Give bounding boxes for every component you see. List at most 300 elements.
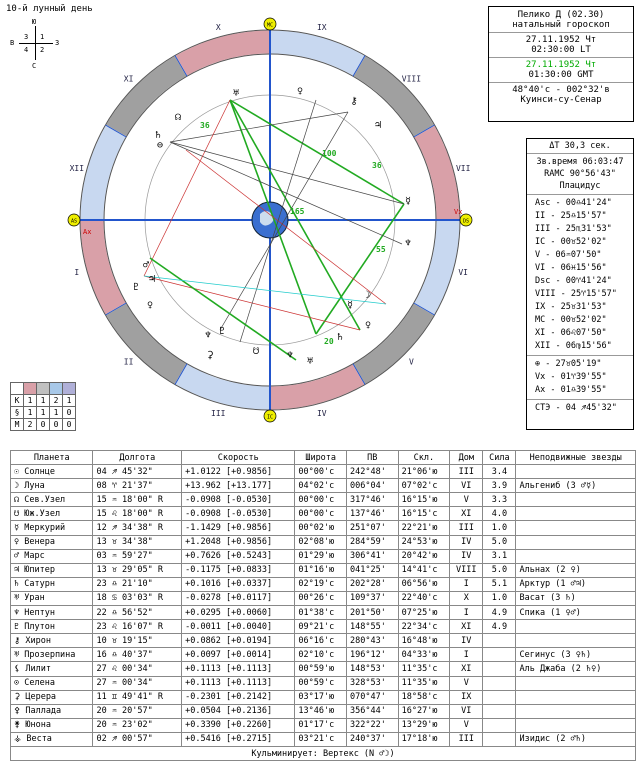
table-cell: XI bbox=[450, 662, 483, 676]
table-cell: 148°55' bbox=[347, 620, 399, 634]
legend-value: 0 bbox=[63, 419, 76, 431]
house-number: III bbox=[211, 409, 226, 419]
table-cell: -0.0908 [-0.0530] bbox=[182, 493, 295, 507]
table-cell: 006°04' bbox=[347, 479, 399, 493]
table-cell: XI bbox=[450, 507, 483, 521]
table-cell bbox=[516, 535, 636, 549]
table-cell: VI bbox=[450, 479, 483, 493]
table-cell bbox=[483, 648, 516, 662]
table-cell: 5.0 bbox=[483, 535, 516, 549]
table-cell: 11°35'ю bbox=[398, 676, 450, 690]
table-cell: 23 ♌ 16'07" R bbox=[93, 620, 182, 634]
moon-day-label: 10-й лунный день bbox=[6, 4, 93, 14]
cusp-row: Dsc - 00♈41'24" bbox=[535, 276, 612, 286]
table-cell: ♃ Юпитер bbox=[11, 563, 93, 577]
table-cell: 11 ♊ 49'41" R bbox=[93, 690, 182, 704]
table-cell: 15 ♒ 18'00" R bbox=[93, 493, 182, 507]
table-cell: 06°16'с bbox=[295, 634, 347, 648]
sidereal-time: Зв.время 06:03:47 bbox=[536, 157, 624, 167]
table-cell: -1.1429 [+0.9856] bbox=[182, 521, 295, 535]
table-cell: 13°46'ю bbox=[295, 704, 347, 718]
legend-value: 0 bbox=[63, 407, 76, 419]
table-cell: 03°21'с bbox=[295, 732, 347, 746]
table-cell: ☿ Меркурий bbox=[11, 521, 93, 535]
planet-glyph: ♃ bbox=[374, 120, 382, 131]
table-cell: 1.0 bbox=[483, 591, 516, 605]
compass-s: С bbox=[32, 62, 37, 70]
table-cell: 3.9 bbox=[483, 479, 516, 493]
table-cell: ⚴ Паллада bbox=[11, 704, 93, 718]
legend-value: 2 bbox=[50, 395, 63, 407]
planet-glyph: ♂ bbox=[142, 260, 150, 271]
table-cell: +0.0504 [+0.2136] bbox=[182, 704, 295, 718]
table-cell: 13 ♉ 34'38" bbox=[93, 535, 182, 549]
table-cell: Аль Джаба (2 ♄♀) bbox=[516, 662, 636, 676]
table-cell: 02°08'ю bbox=[295, 535, 347, 549]
table-cell: 01°29'ю bbox=[295, 549, 347, 563]
table-cell: 27 ♒ 00'34" bbox=[93, 676, 182, 690]
table-row bbox=[11, 493, 636, 507]
table-cell: +0.5416 [+0.2715] bbox=[182, 732, 295, 746]
table-cell: 00°59'ю bbox=[295, 662, 347, 676]
house-number: II bbox=[123, 357, 134, 367]
table-cell: 03 ♒ 59'27" bbox=[93, 549, 182, 563]
table-row bbox=[11, 662, 636, 676]
table-cell: 00°00'с bbox=[295, 493, 347, 507]
table-row bbox=[11, 690, 636, 704]
table-cell: ☽ Луна bbox=[11, 479, 93, 493]
table-cell: 4.0 bbox=[483, 507, 516, 521]
table-cell: +1.0122 [+0.9856] bbox=[182, 465, 295, 479]
planet-glyph: ☋ bbox=[252, 346, 260, 357]
legend-value: 0 bbox=[37, 419, 50, 431]
cusp-row: Asc - 00♎41'24" bbox=[535, 198, 612, 208]
table-cell: X bbox=[450, 591, 483, 605]
table-cell: 22 ♎ 56'52" bbox=[93, 606, 182, 620]
planet-glyph: ⚳ bbox=[206, 350, 214, 361]
table-cell: V bbox=[450, 718, 483, 732]
table-cell: 5.1 bbox=[483, 577, 516, 591]
planet-glyph: ☊ bbox=[174, 112, 182, 123]
table-cell: 23 ♎ 21'10" bbox=[93, 577, 182, 591]
table-cell: +13.962 [+13.177] bbox=[182, 479, 295, 493]
table-cell: +0.1016 [+0.0337] bbox=[182, 577, 295, 591]
table-cell: 070°47' bbox=[347, 690, 399, 704]
table-header: Долгота bbox=[93, 451, 182, 465]
table-cell: 16°48'ю bbox=[398, 634, 450, 648]
table-cell: 01°16'ю bbox=[295, 563, 347, 577]
table-cell: 4.9 bbox=[483, 620, 516, 634]
table-cell bbox=[516, 690, 636, 704]
table-cell: 17°18'ю bbox=[398, 732, 450, 746]
table-cell: 22°21'ю bbox=[398, 521, 450, 535]
table-cell: 09°21'с bbox=[295, 620, 347, 634]
table-cell: 00°02'ю bbox=[295, 521, 347, 535]
chart-type: натальный гороскоп bbox=[512, 20, 610, 30]
table-cell: ♆ Нептун bbox=[11, 606, 93, 620]
axis-badge-label: AS bbox=[70, 218, 78, 225]
table-cell: -0.1175 [+0.0833] bbox=[182, 563, 295, 577]
local-date: 27.11.1952 Чт bbox=[525, 35, 597, 45]
compass-q2: 2 bbox=[40, 46, 45, 54]
table-cell bbox=[516, 465, 636, 479]
table-header: Широта bbox=[295, 451, 347, 465]
table-cell: 04°33'ю bbox=[398, 648, 450, 662]
table-header: Скорость bbox=[182, 451, 295, 465]
cusp-row: VIII - 25♈15'57" bbox=[535, 289, 617, 299]
table-cell: ♇ Плутон bbox=[11, 620, 93, 634]
table-row bbox=[11, 732, 636, 746]
legend-color-cell bbox=[24, 383, 37, 395]
table-row bbox=[11, 606, 636, 620]
legend-value: 1 bbox=[24, 407, 37, 419]
table-cell: 20 ♒ 23'02" bbox=[93, 718, 182, 732]
gmt-time: 01:30:00 GMT bbox=[528, 70, 594, 80]
table-cell: Спика (1 ♀♂) bbox=[516, 606, 636, 620]
table-cell bbox=[483, 690, 516, 704]
table-cell: ♅ Уран bbox=[11, 591, 93, 605]
table-cell: 07°02'с bbox=[398, 479, 450, 493]
table-cell: +1.2048 [+0.9856] bbox=[182, 535, 295, 549]
planet-glyph: ♆ bbox=[404, 238, 412, 249]
planet-glyph: ♇ bbox=[218, 326, 226, 337]
table-cell: 10 ♉ 19'15" bbox=[93, 634, 182, 648]
planet-glyph: ♀ bbox=[146, 300, 154, 311]
table-cell: 01°38'с bbox=[295, 606, 347, 620]
table-cell: +0.7626 [+0.5243] bbox=[182, 549, 295, 563]
table-cell: +0.1113 [+0.1113] bbox=[182, 676, 295, 690]
delta-t: ΔT 30,3 сек. bbox=[527, 139, 633, 154]
table-row bbox=[11, 465, 636, 479]
table-cell: 07°25'ю bbox=[398, 606, 450, 620]
table-cell: 3.4 bbox=[483, 465, 516, 479]
planet-glyph: ♆ bbox=[286, 350, 294, 361]
table-cell: I bbox=[450, 577, 483, 591]
table-row bbox=[11, 535, 636, 549]
table-row bbox=[11, 620, 636, 634]
legend-value: 1 bbox=[37, 407, 50, 419]
table-cell: III bbox=[450, 732, 483, 746]
table-cell: 240°37' bbox=[347, 732, 399, 746]
table-cell: 041°25' bbox=[347, 563, 399, 577]
table-cell bbox=[483, 634, 516, 648]
table-cell: 13 ♉ 29'05" R bbox=[93, 563, 182, 577]
house-number: V bbox=[409, 357, 414, 367]
table-cell: 06°56'ю bbox=[398, 577, 450, 591]
table-cell: ♂ Марс bbox=[11, 549, 93, 563]
table-cell: 322°22' bbox=[347, 718, 399, 732]
table-cell: I bbox=[450, 606, 483, 620]
header-info-box bbox=[488, 6, 634, 122]
table-cell: 109°37' bbox=[347, 591, 399, 605]
cusps-box bbox=[526, 138, 634, 430]
table-cell: 16°15'с bbox=[398, 507, 450, 521]
table-cell: 148°53' bbox=[347, 662, 399, 676]
planet-glyph: ♄ bbox=[336, 332, 344, 343]
table-row bbox=[11, 648, 636, 662]
person-name: Пелико Д (02.30) bbox=[517, 10, 605, 20]
table-cell: +0.0097 [+0.0014] bbox=[182, 648, 295, 662]
table-cell: ☉ Солнце bbox=[11, 465, 93, 479]
table-cell: 02°10'с bbox=[295, 648, 347, 662]
table-cell: ♀ Венера bbox=[11, 535, 93, 549]
table-cell bbox=[516, 634, 636, 648]
aspect-number: 55 bbox=[376, 245, 386, 254]
table-cell: 13°29'ю bbox=[398, 718, 450, 732]
compass-q4: 4 bbox=[24, 46, 29, 54]
cusp-row: MC - 00♉52'02" bbox=[535, 315, 607, 325]
house-number: IV bbox=[316, 409, 327, 419]
aspect-number: 100 bbox=[322, 149, 337, 158]
aspect-number: 165 bbox=[290, 207, 305, 216]
table-header: Скл. bbox=[398, 451, 450, 465]
cusp-list bbox=[527, 197, 633, 353]
cusp-row: VI - 06♓15'56" bbox=[535, 263, 607, 273]
legend-value: 0 bbox=[50, 419, 63, 431]
table-cell: ☋ Юж.Узел bbox=[11, 507, 93, 521]
table-cell: V bbox=[450, 676, 483, 690]
table-cell: VI bbox=[450, 704, 483, 718]
table-cell: 3.3 bbox=[483, 493, 516, 507]
compass-w: В bbox=[10, 39, 15, 47]
table-cell: 12 ♐ 34'38" R bbox=[93, 521, 182, 535]
cusp-row: IX - 25♉31'53" bbox=[535, 302, 607, 312]
table-cell: 317°46' bbox=[347, 493, 399, 507]
table-cell: Альнах (2 ♀) bbox=[516, 563, 636, 577]
planet-glyph: ♀ bbox=[296, 86, 304, 97]
table-cell: 24°53'ю bbox=[398, 535, 450, 549]
element-legend bbox=[10, 382, 76, 431]
extra-point-row: Ax - 01♎39'55" bbox=[535, 385, 607, 395]
table-cell: XI bbox=[450, 620, 483, 634]
sta-point: СТЭ - 04 ♐45'32" bbox=[535, 403, 617, 413]
planet-glyph: ♅ bbox=[232, 88, 240, 99]
table-row bbox=[11, 563, 636, 577]
house-system: Плацидус bbox=[559, 181, 601, 191]
planet-glyph: ☿ bbox=[404, 196, 412, 207]
table-cell: +0.1113 [+0.1113] bbox=[182, 662, 295, 676]
table-cell: -0.0908 [-0.0530] bbox=[182, 507, 295, 521]
legend-value: 1 bbox=[37, 395, 50, 407]
planet-glyph: ☿ bbox=[346, 300, 354, 311]
table-cell: 16°27'ю bbox=[398, 704, 450, 718]
table-header: ПВ bbox=[347, 451, 399, 465]
cusp-row: III - 25♏31'53" bbox=[535, 224, 612, 234]
table-cell: 08 ♈ 21'37" bbox=[93, 479, 182, 493]
table-cell: 251°07' bbox=[347, 521, 399, 535]
table-cell: ⚸ Лилит bbox=[11, 662, 93, 676]
table-cell bbox=[516, 521, 636, 535]
legend-value: 1 bbox=[50, 407, 63, 419]
table-cell bbox=[516, 493, 636, 507]
house-number: I bbox=[74, 267, 80, 277]
table-cell: 03°17'ю bbox=[295, 690, 347, 704]
table-cell: +0.0862 [+0.0194] bbox=[182, 634, 295, 648]
table-cell: 242°48' bbox=[347, 465, 399, 479]
cusp-row: V - 06♒07'50" bbox=[535, 250, 602, 260]
house-number: IX bbox=[316, 22, 327, 32]
planet-glyph: ♄ bbox=[154, 130, 162, 141]
table-cell: 18 ♋ 03'03" R bbox=[93, 591, 182, 605]
table-cell: 00°59'с bbox=[295, 676, 347, 690]
house-number: XI bbox=[123, 74, 134, 84]
compass-q3: 3 bbox=[24, 33, 29, 41]
aspect-number: 20 bbox=[324, 337, 334, 346]
table-cell: ⚳ Церера bbox=[11, 690, 93, 704]
aspect-number: 36 bbox=[372, 161, 382, 170]
table-cell: 201°50' bbox=[347, 606, 399, 620]
table-cell: 02 ♐ 00'57" bbox=[93, 732, 182, 746]
planet-glyph: ⊖ bbox=[156, 140, 164, 151]
table-row bbox=[11, 577, 636, 591]
table-cell: Арктур (1 ♂♃) bbox=[516, 577, 636, 591]
table-cell bbox=[516, 507, 636, 521]
table-cell: 00°00'с bbox=[295, 465, 347, 479]
table-cell: Альгениб (3 ♂☿) bbox=[516, 479, 636, 493]
house-number: XII bbox=[69, 164, 85, 174]
table-cell: 280°43' bbox=[347, 634, 399, 648]
table-cell: III bbox=[450, 465, 483, 479]
house-number: VIII bbox=[401, 74, 422, 84]
table-cell: 18°58'с bbox=[398, 690, 450, 704]
extra-point-row: ⊕ - 27♉05'19" bbox=[535, 359, 602, 369]
table-cell: ☊ Сев.Узел bbox=[11, 493, 93, 507]
house-number: X bbox=[215, 22, 221, 32]
house-number: VII bbox=[455, 164, 471, 174]
cusp-row: IC - 00♉52'02" bbox=[535, 237, 607, 247]
table-cell: 27 ♌ 00'34" bbox=[93, 662, 182, 676]
table-cell: IV bbox=[450, 634, 483, 648]
legend-color-cell bbox=[37, 383, 50, 395]
place: Куинси-су-Сенар bbox=[520, 95, 602, 105]
compass-e: З bbox=[55, 39, 60, 47]
table-row bbox=[11, 521, 636, 535]
planet-glyph: ♇ bbox=[132, 282, 140, 293]
coordinates: 48°40'с - 002°32'в bbox=[512, 85, 610, 95]
table-cell: Сегинус (3 ♀♄) bbox=[516, 648, 636, 662]
table-cell: ⚶ Веста bbox=[11, 732, 93, 746]
table-row bbox=[11, 718, 636, 732]
cusp-row: XII - 06♍15'56" bbox=[535, 341, 612, 351]
table-header: Дом bbox=[450, 451, 483, 465]
planet-glyph: ☽ bbox=[364, 290, 372, 301]
table-cell: 5.0 bbox=[483, 563, 516, 577]
compass-n: Ю bbox=[32, 18, 37, 26]
extra-point-row: Vx - 01♈39'55" bbox=[535, 372, 607, 382]
table-header: Неподвижные звезды bbox=[516, 451, 636, 465]
table-cell: 16 ♎ 40'37" bbox=[93, 648, 182, 662]
axis-badge-label: IC bbox=[266, 414, 274, 421]
vertex-label: Vx bbox=[454, 208, 463, 216]
table-cell: +0.0295 [+0.0060] bbox=[182, 606, 295, 620]
planet-glyph: ♀ bbox=[364, 320, 372, 331]
table-row bbox=[11, 591, 636, 605]
table-header: Сила bbox=[483, 451, 516, 465]
table-cell: IV bbox=[450, 535, 483, 549]
axis-badge-label: MC bbox=[266, 22, 274, 29]
legend-row-key: М bbox=[11, 419, 24, 431]
table-cell: 328°53' bbox=[347, 676, 399, 690]
legend-color-cell bbox=[50, 383, 63, 395]
aspect-number: 36 bbox=[200, 121, 210, 130]
table-cell: 20°42'ю bbox=[398, 549, 450, 563]
table-cell: 284°59' bbox=[347, 535, 399, 549]
table-cell bbox=[516, 704, 636, 718]
table-cell: 04 ♐ 45'32" bbox=[93, 465, 182, 479]
legend-color-cell bbox=[63, 383, 76, 395]
table-cell: -0.0278 [+0.0117] bbox=[182, 591, 295, 605]
legend-value: 1 bbox=[63, 395, 76, 407]
table-cell: 1.0 bbox=[483, 521, 516, 535]
table-cell: ♅ Прозерпина bbox=[11, 648, 93, 662]
table-cell: 11°35'с bbox=[398, 662, 450, 676]
table-cell: 356°44' bbox=[347, 704, 399, 718]
table-cell bbox=[516, 718, 636, 732]
cusp-row: II - 25♎15'57" bbox=[535, 211, 607, 221]
table-cell: 22°40'с bbox=[398, 591, 450, 605]
table-cell: Васат (3 ♄) bbox=[516, 591, 636, 605]
local-time: 02:30:00 LT bbox=[531, 45, 591, 55]
table-row bbox=[11, 676, 636, 690]
table-cell bbox=[516, 620, 636, 634]
table-cell bbox=[483, 732, 516, 746]
legend-value: 2 bbox=[24, 419, 37, 431]
natal-chart-wheel bbox=[50, 8, 490, 448]
table-cell: 20 ♒ 20'57" bbox=[93, 704, 182, 718]
table-cell: 14°41'с bbox=[398, 563, 450, 577]
table-cell: 16°15'ю bbox=[398, 493, 450, 507]
culmination-footer: Кульминирует: Вертекс (N ♂☽) bbox=[11, 746, 636, 760]
table-cell bbox=[516, 549, 636, 563]
table-cell: 00°00'с bbox=[295, 507, 347, 521]
table-cell: 202°28' bbox=[347, 577, 399, 591]
table-cell: -0.2301 [+0.2142] bbox=[182, 690, 295, 704]
table-cell: 15 ♌ 18'00" R bbox=[93, 507, 182, 521]
table-cell: ⊙ Селена bbox=[11, 676, 93, 690]
table-row bbox=[11, 549, 636, 563]
table-cell: 02°19'с bbox=[295, 577, 347, 591]
planet-glyph: ⚷ bbox=[350, 96, 358, 107]
table-cell bbox=[516, 676, 636, 690]
table-cell: 4.9 bbox=[483, 606, 516, 620]
table-cell: 22°34'с bbox=[398, 620, 450, 634]
table-cell: III bbox=[450, 521, 483, 535]
table-row bbox=[11, 704, 636, 718]
legend-row-key: К bbox=[11, 395, 24, 407]
table-cell: 196°12' bbox=[347, 648, 399, 662]
table-cell: 306°41' bbox=[347, 549, 399, 563]
table-cell bbox=[483, 718, 516, 732]
legend-value: 1 bbox=[24, 395, 37, 407]
table-cell: 21°06'ю bbox=[398, 465, 450, 479]
planets-table bbox=[10, 450, 636, 761]
table-cell: I bbox=[450, 648, 483, 662]
compass-q1: 1 bbox=[40, 33, 45, 41]
table-cell: 04°02'с bbox=[295, 479, 347, 493]
cusp-row: XI - 06♌07'50" bbox=[535, 328, 607, 338]
table-cell: 3.1 bbox=[483, 549, 516, 563]
anti-vertex-label: Ax bbox=[83, 228, 92, 236]
planet-glyph: ♅ bbox=[306, 356, 314, 367]
table-row bbox=[11, 479, 636, 493]
table-cell: +0.3390 [+0.2260] bbox=[182, 718, 295, 732]
table-cell: IV bbox=[450, 549, 483, 563]
house-number: VI bbox=[458, 267, 469, 277]
table-cell: IX bbox=[450, 690, 483, 704]
table-cell bbox=[483, 704, 516, 718]
table-cell: 137°46' bbox=[347, 507, 399, 521]
table-cell: -0.0011 [+0.0040] bbox=[182, 620, 295, 634]
